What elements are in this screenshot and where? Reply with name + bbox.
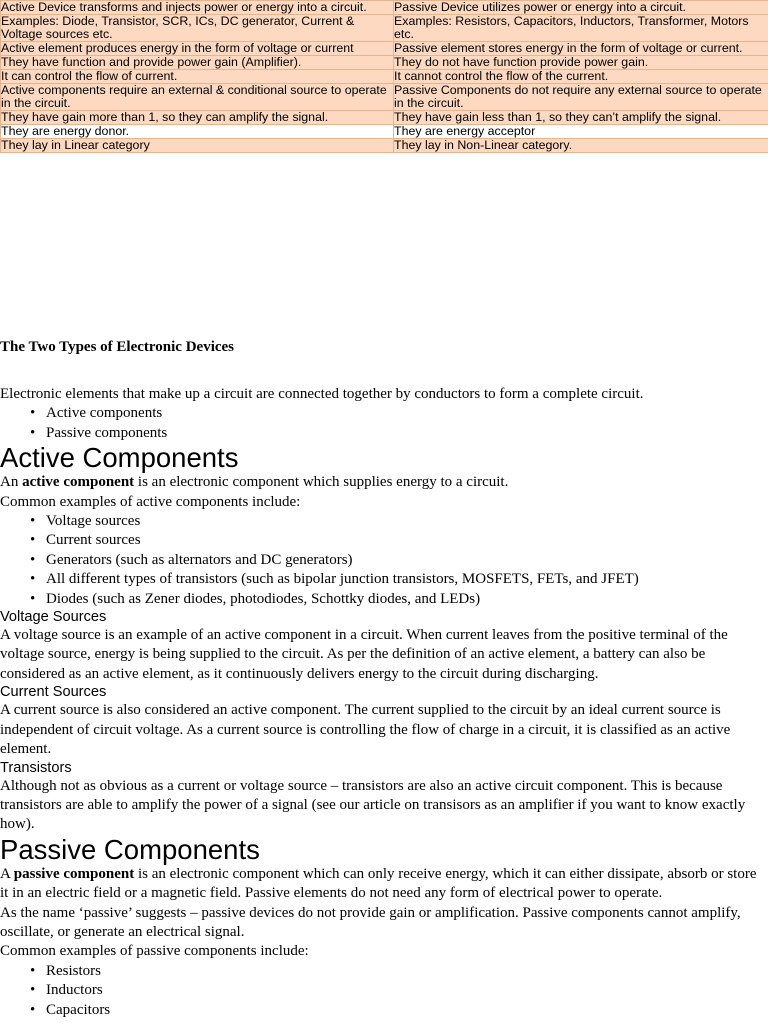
list-item: • Voltage sources [46, 512, 768, 531]
bullet-icon: • [30, 424, 36, 441]
bullet-icon: • [30, 982, 36, 999]
bullet-icon: • [30, 513, 36, 530]
active-cell: It can control the flow of current. [1, 70, 394, 84]
current-sources-text: A current source is also considered an active component. The current supplied to the circuit by an ideal current source is independent of circuit voltage. As a current source is controlling the flow of charge in a circuit, it is classified as an active element. [0, 702, 731, 758]
passive-examples-list [0, 962, 768, 1020]
table-row [1, 56, 768, 70]
active-cell: Active components require an external & conditional source to operate in the circuit. [1, 84, 394, 111]
active-heading: Active Components [0, 442, 239, 474]
transistors-text: Although not as obvious as a current or voltage source – transistors are also an active circuit component. This is because transistors are able to amplify the power of a signal (see our article on transisors as an amplifier if you want to know exactly how). [0, 777, 746, 833]
active-cell: They are energy donor. [1, 125, 394, 139]
transistors-heading: Transistors [0, 759, 72, 776]
active-examples-list [0, 512, 768, 609]
passive-definition: A passive component is an electronic component which can only receive energy, which it can either dissipate, absorb or store it in an electric field or a magnetic field. Passive elements do not need any form of electrical power to operate. [0, 865, 757, 902]
list-item: • Inductors [46, 981, 768, 1000]
table-row [1, 139, 768, 153]
table-row [1, 70, 768, 84]
passive-cell: They have gain less than 1, so they can’t amplify the signal. [394, 111, 768, 125]
current-sources-heading: Current Sources [0, 684, 107, 701]
passive-cell: Passive Components do not require any external source to operate in the circuit. [394, 84, 768, 111]
table-row [1, 111, 768, 125]
list-item: • All different types of transistors (such as bipolar junction transistors, MOSFETS, FETs, and JFET) [46, 570, 768, 589]
list-item: • Capacitors [46, 1001, 768, 1020]
passive-name-text: As the name ‘passive’ suggests – passive devices do not provide gain or amplification. Passive components cannot amplify, oscillate, or generate an electrical signal. [0, 904, 741, 940]
active-cell: Active element produces energy in the form of voltage or current [1, 42, 394, 56]
passive-term: passive component [13, 865, 135, 882]
bullet-icon: • [30, 1001, 36, 1018]
list-item: • Generators (such as alternators and DC generators) [46, 551, 768, 570]
table-row [1, 15, 768, 42]
voltage-sources-text: A voltage source is an example of an active component in a circuit. When current leaves from the positive terminal of the voltage source, energy is being supplied to the circuit. As per the definition of an active element, a battery can also be considered as an active element, as it continuously delivers energy to the circuit during discharging. [0, 627, 728, 682]
table-row [1, 1, 768, 15]
table-row [1, 42, 768, 56]
bullet-icon: • [30, 551, 36, 568]
bullet-icon: • [30, 532, 36, 549]
passive-heading: Passive Components [0, 833, 260, 865]
comparison-table [0, 0, 768, 153]
passive-cell: Passive element stores energy in the form of voltage or current. [394, 42, 768, 56]
active-term: active component [22, 474, 135, 491]
bullet-icon: • [30, 571, 36, 588]
bullet-icon: • [30, 405, 36, 422]
active-cell: They lay in Linear category [1, 139, 394, 153]
passive-cell: They do not have function provide power gain. [394, 56, 768, 70]
active-cell: They have function and provide power gain (Amplifier). [1, 56, 394, 70]
active-examples-intro: Common examples of active components include: [0, 493, 301, 510]
passive-cell: It cannot control the flow of the current. [394, 70, 768, 84]
list-item: • Current sources [46, 531, 768, 550]
passive-cell: They are energy acceptor [394, 125, 768, 139]
voltage-sources-heading: Voltage Sources [0, 609, 107, 626]
passive-cell: Examples: Resistors, Capacitors, Inductors, Transformer, Motors etc. [394, 15, 768, 42]
active-cell: They have gain more than 1, so they can amplify the signal. [1, 111, 394, 125]
passive-cell: They lay in Non-Linear category. [394, 139, 768, 153]
types-list [0, 404, 768, 443]
bullet-icon: • [30, 962, 36, 979]
blank-gap [0, 153, 768, 337]
active-definition: An active component is an electronic component which supplies energy to a circuit. [0, 474, 509, 491]
active-cell: Examples: Diode, Transistor, SCR, ICs, DC generator, Current & Voltage sources etc. [1, 15, 394, 42]
table-row [1, 84, 768, 111]
active-cell: Active Device transforms and injects power or energy into a circuit. [1, 1, 394, 15]
list-item: • Passive components [46, 424, 768, 443]
passive-cell: Passive Device utilizes power or energy into a circuit. [394, 1, 768, 15]
passive-examples-intro: Common examples of passive components include: [0, 943, 309, 960]
list-item: • Diodes (such as Zener diodes, photodiodes, Schottky diodes, and LEDs) [46, 590, 768, 609]
section-title: The Two Types of Electronic Devices [0, 339, 235, 355]
table-row [1, 125, 768, 139]
list-item: • Resistors [46, 962, 768, 981]
bullet-icon: • [30, 590, 36, 607]
list-item: • Active components [46, 404, 768, 423]
intro-paragraph: Electronic elements that make up a circuit are connected together by conductors to form a complete circuit. [0, 386, 644, 402]
